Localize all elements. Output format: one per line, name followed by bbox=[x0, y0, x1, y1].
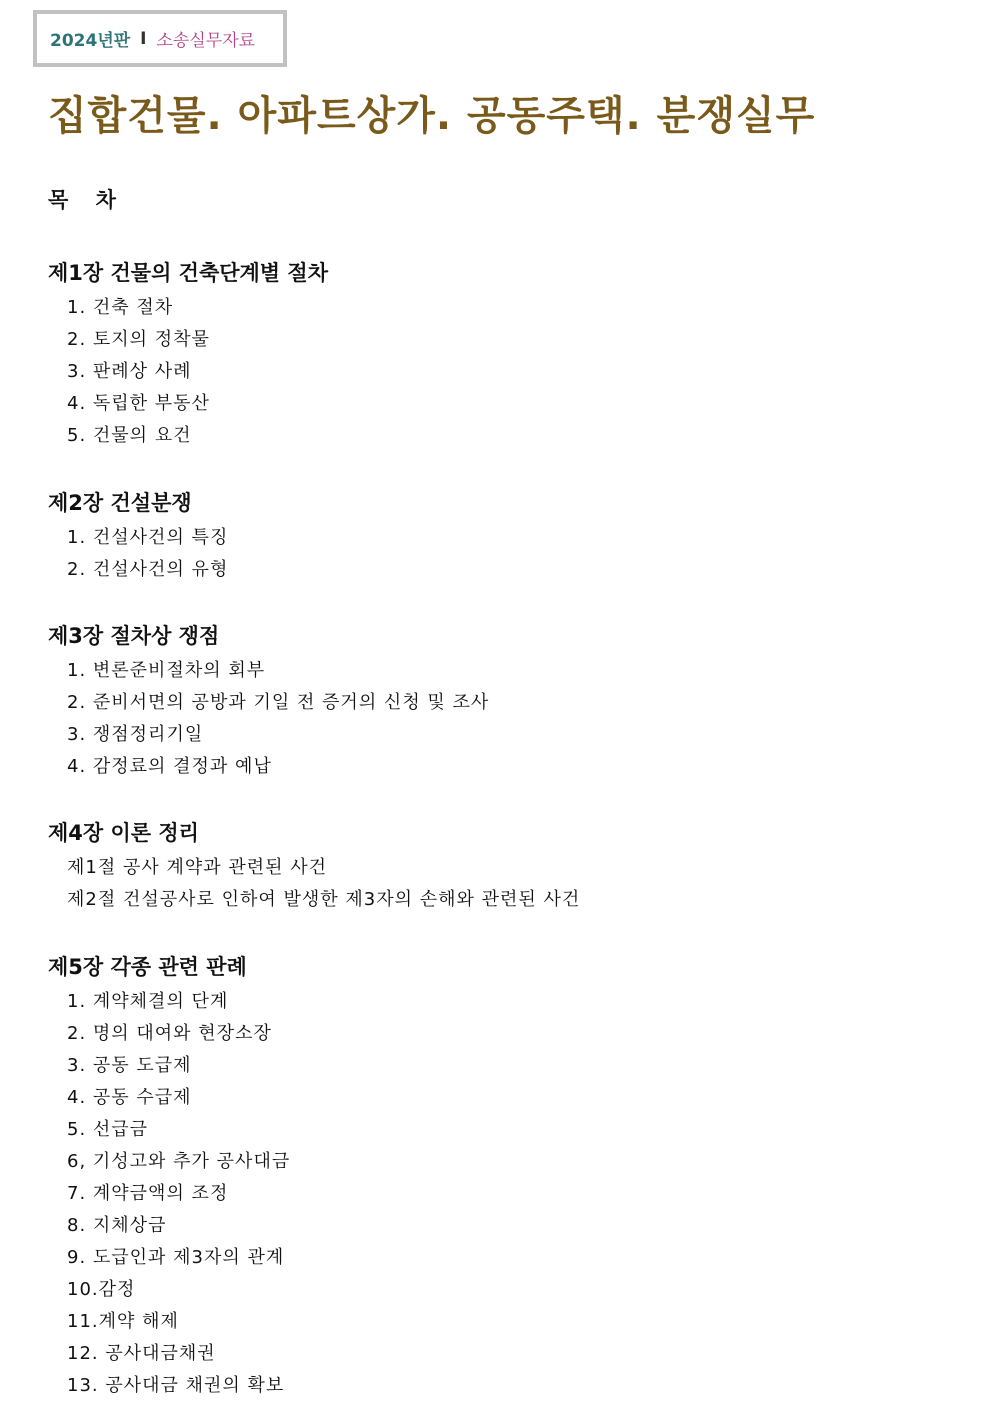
chapter-title: 제5장 각종 관련 판례 bbox=[48, 955, 247, 979]
chapter-items bbox=[48, 655, 489, 783]
toc-item: 9. 도급인과 제3자의 관계 bbox=[67, 1247, 285, 1268]
toc-item: 8. 지체상금 bbox=[67, 1215, 167, 1236]
chapter-title: 제2장 건설분쟁 bbox=[48, 491, 192, 515]
chapter-title: 제1장 건물의 건축단계별 절차 bbox=[48, 261, 328, 285]
toc-item: 4. 감정료의 결정과 예납 bbox=[67, 756, 272, 777]
toc-item: 6, 기성고와 추가 공사대금 bbox=[67, 1151, 291, 1172]
chapter-4 bbox=[48, 818, 580, 916]
chapter-title: 제4장 이론 정리 bbox=[48, 821, 199, 845]
category-label: 소송실무자료 bbox=[156, 31, 256, 51]
chapter-5 bbox=[48, 952, 290, 1402]
toc-item: 2. 토지의 정착물 bbox=[67, 329, 210, 350]
toc-item: 3. 공동 도급제 bbox=[67, 1055, 192, 1076]
chapter-items bbox=[48, 292, 328, 452]
badge-separator: I bbox=[140, 28, 147, 49]
edition-label: 2024년판 bbox=[50, 31, 131, 51]
toc-item: 12. 공사대금채권 bbox=[67, 1343, 216, 1364]
toc-item: 10.감정 bbox=[67, 1279, 136, 1300]
chapter-items bbox=[48, 852, 580, 916]
chapter-2 bbox=[48, 488, 228, 586]
chapter-1 bbox=[48, 258, 328, 452]
toc-item: 1. 건축 절차 bbox=[67, 297, 174, 318]
toc-heading: 목 차 bbox=[48, 188, 126, 212]
toc-item: 2. 준비서면의 공방과 기일 전 증거의 신청 및 조사 bbox=[67, 692, 490, 713]
toc-item: 13. 공사대금 채권의 확보 bbox=[67, 1375, 285, 1396]
chapter-title: 제3장 절차상 쟁점 bbox=[48, 624, 220, 648]
toc-item: 4. 독립한 부동산 bbox=[67, 393, 210, 414]
toc-item: 5. 선급금 bbox=[67, 1119, 149, 1140]
book-title: 집합건물. 아파트상가. 공동주택. 분쟁실무 bbox=[48, 93, 816, 139]
chapter-items bbox=[48, 522, 228, 586]
edition-badge bbox=[33, 10, 287, 67]
toc-item: 2. 건설사건의 유형 bbox=[67, 559, 229, 580]
toc-item: 1. 변론준비절차의 회부 bbox=[67, 660, 266, 681]
toc-item: 1. 계약체결의 단계 bbox=[67, 991, 229, 1012]
toc-item: 3. 쟁점정리기일 bbox=[67, 724, 204, 745]
toc-item: 제2절 건설공사로 인하여 발생한 제3자의 손해와 관련된 사건 bbox=[67, 889, 581, 910]
toc-item: 4. 공동 수급제 bbox=[67, 1087, 192, 1108]
toc-item: 2. 명의 대여와 현장소장 bbox=[67, 1023, 272, 1044]
toc-item: 3. 판례상 사례 bbox=[67, 361, 192, 382]
toc-item: 7. 계약금액의 조정 bbox=[67, 1183, 229, 1204]
toc-item: 5. 건물의 요건 bbox=[67, 425, 192, 446]
toc-item: 1. 건설사건의 특징 bbox=[67, 527, 229, 548]
chapter-3 bbox=[48, 621, 489, 783]
chapter-items bbox=[48, 986, 290, 1402]
toc-item: 11.계약 해제 bbox=[67, 1311, 179, 1332]
toc-item: 제1절 공사 계약과 관련된 사건 bbox=[67, 857, 327, 878]
